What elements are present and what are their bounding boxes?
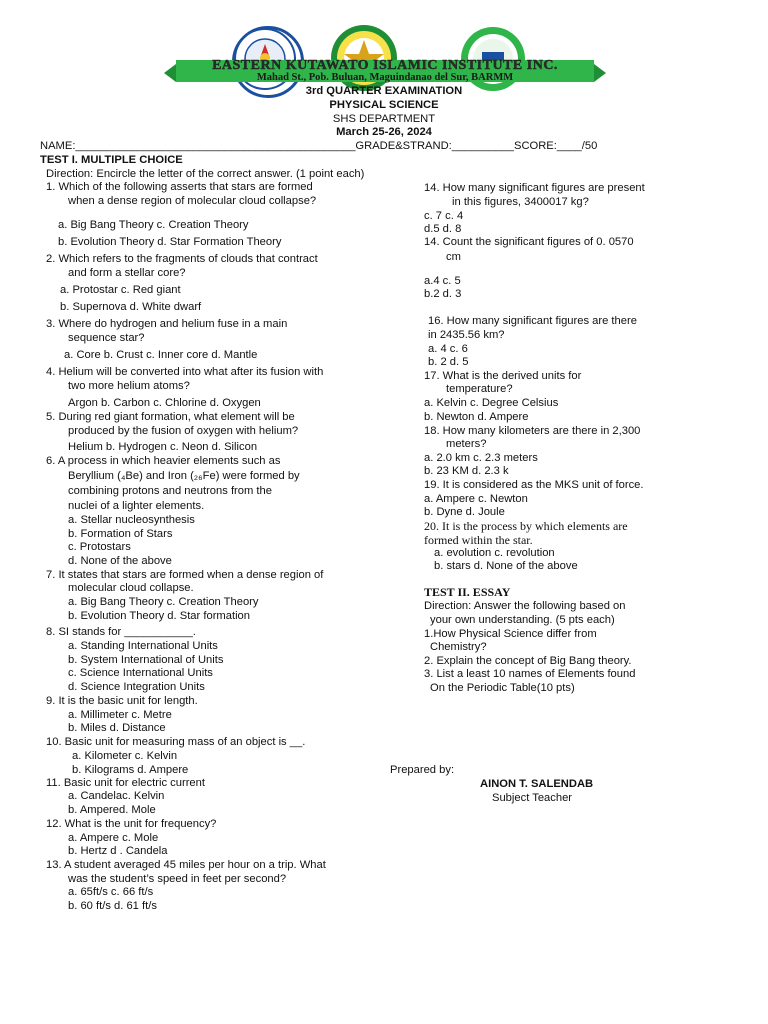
question-line: 14. Count the significant figures of 0. 0570 [424, 236, 634, 248]
choice-line: b. 23 KM d. 2.3 k [424, 465, 509, 477]
question-line: 19. It is considered as the MKS unit of force. [424, 479, 644, 491]
choice-line: d. Science Integration Units [68, 681, 205, 693]
question-line: 16. How many significant figures are there [428, 315, 637, 327]
question-line: and form a stellar core? [68, 267, 186, 279]
choice-line: b. Dyne d. Joule [424, 506, 505, 518]
question-line: 13. A student averaged 45 miles per hour on a trip. What [46, 859, 326, 871]
choice-line: a. Big Bang Theory c. Creation Theory [68, 596, 259, 608]
test1-title: TEST I. MULTIPLE CHOICE [40, 154, 183, 166]
choice-line: Helium b. Hydrogen c. Neon d. Silicon [68, 441, 258, 453]
school-address: Mahad St., Pob. Buluan, Maguindanao del Sur, BARMM [256, 72, 514, 83]
choice-line: b.2 d. 3 [424, 288, 462, 300]
choice-line: a. evolution c. revolution [434, 547, 555, 559]
choice-line: b. stars d. None of the above [434, 560, 578, 572]
question-line: 10. Basic unit for measuring mass of an object is __. [46, 736, 306, 748]
question-line: combining protons and neutrons from the [68, 485, 272, 497]
exam-date: March 25-26, 2024 [336, 126, 432, 138]
choice-line: a. Candelac. Kelvin [68, 790, 165, 802]
question-line: 11. Basic unit for electric current [46, 777, 205, 789]
question-line: 3. Where do hydrogen and helium fuse in a main [46, 318, 288, 330]
test2-line: 3. List a least 10 names of Elements found [424, 668, 636, 680]
teacher-name: AINON T. SALENDAB [480, 778, 594, 790]
question-line: cm [446, 251, 461, 263]
choice-line: a. Ampere c. Newton [424, 493, 528, 505]
choice-line: a. Standing International Units [68, 640, 218, 652]
choice-line: b. Evolution Theory d. Star Formation Theory [58, 236, 282, 248]
question-line: was the student’s speed in feet per second? [68, 873, 287, 885]
choice-line: b. Kilograms d. Ampere [72, 764, 189, 776]
choice-line: a. Protostar c. Red giant [60, 284, 181, 296]
school-header [176, 60, 594, 83]
choice-line: d.5 d. 8 [424, 223, 462, 235]
choice-line: a. 4 c. 6 [428, 343, 468, 355]
question-line: 4. Helium will be converted into what after its fusion with [46, 366, 324, 378]
subject-title: PHYSICAL SCIENCE [329, 99, 439, 111]
choice-line: a. Millimeter c. Metre [68, 709, 172, 721]
prepared-by-label: Prepared by: [390, 764, 455, 776]
question-line: sequence star? [68, 332, 145, 344]
question-line: 17. What is the derived units for [424, 370, 582, 382]
choice-line: b. Miles d. Distance [68, 722, 166, 734]
choice-line: b. Evolution Theory d. Star formation [68, 610, 250, 622]
question-line: 8. SI stands for ___________. [46, 626, 196, 638]
test2-line: On the Periodic Table(10 pts) [430, 682, 575, 694]
choice-line: a. Core b. Crust c. Inner core d. Mantle [64, 349, 258, 361]
banner-fold-left [164, 64, 176, 82]
question-line: in 2435.56 km? [428, 329, 505, 341]
question-line: 12. What is the unit for frequency? [46, 818, 217, 830]
choice-line: a. Big Bang Theory c. Creation Theory [58, 219, 249, 231]
question-line: 7. It states that stars are formed when a dense region of [46, 569, 324, 581]
info-line: NAME:_____________________________________________GRADE&STRAND:__________SCORE:____/50 [40, 140, 598, 152]
question-line: two more helium atoms? [68, 380, 190, 392]
choice-line: c. Science International Units [68, 667, 213, 679]
question-line: 1. Which of the following asserts that stars are formed [46, 181, 313, 193]
choice-line: b. Supernova d. White dwarf [60, 301, 202, 313]
choice-line: Argon b. Carbon c. Chlorine d. Oxygen [68, 397, 261, 409]
choice-line: b. System International of Units [68, 654, 224, 666]
test1-direction: Direction: Encircle the letter of the correct answer. (1 point each) [46, 168, 365, 180]
question-line: 6. A process in which heavier elements such as [46, 455, 281, 467]
exam-title: 3rd QUARTER EXAMINATION [305, 85, 463, 97]
choice-line: b. 60 ft/s d. 61 ft/s [68, 900, 157, 912]
choice-line: a. 65ft/s c. 66 ft/s [68, 886, 154, 898]
choice-line: b. Formation of Stars [68, 528, 173, 540]
choice-line: a. 2.0 km c. 2.3 meters [424, 452, 538, 464]
question-line: 2. Which refers to the fragments of clouds that contract [46, 253, 318, 265]
question-line: formed within the star. [424, 533, 533, 547]
question-line: nuclei of a lighter elements. [68, 500, 205, 512]
test2-line: Direction: Answer the following based on [424, 600, 626, 612]
choice-line: a. Kelvin c. Degree Celsius [424, 397, 559, 409]
choice-line: c. 7 c. 4 [424, 210, 464, 222]
question-line: Beryllium (₄Be) and Iron (₂₆Fe) were formed by [68, 470, 300, 482]
choice-line: d. None of the above [68, 555, 172, 567]
question-line: when a dense region of molecular cloud collapse? [68, 195, 317, 207]
question-line: 5. During red giant formation, what element will be [46, 411, 295, 423]
question-line: 18. How many kilometers are there in 2,300 [424, 425, 641, 437]
question-line: meters? [446, 438, 487, 450]
test2-line: 2. Explain the concept of Big Bang theory. [424, 655, 632, 667]
choice-line: a. Stellar nucleosynthesis [68, 514, 195, 526]
question-line: produced by the fusion of oxygen with helium? [68, 425, 299, 437]
teacher-title: Subject Teacher [492, 792, 573, 804]
banner-fold-right [594, 64, 606, 82]
choice-line: a. Ampere c. Mole [68, 832, 159, 844]
choice-line: c. Protostars [68, 541, 131, 553]
choice-line: a.4 c. 5 [424, 275, 461, 287]
department: SHS DEPARTMENT [332, 113, 436, 125]
test2-title: TEST II. ESSAY [424, 585, 511, 599]
test2-line: your own understanding. (5 pts each) [430, 614, 615, 626]
question-line: 20. It is the process by which elements are [424, 519, 628, 533]
question-line: temperature? [446, 383, 513, 395]
school-name: EASTERN KUTAWATO ISLAMIC INSTITUTE INC. [212, 58, 558, 73]
choice-line: b. Ampered. Mole [68, 804, 156, 816]
choice-line: b. Newton d. Ampere [424, 411, 529, 423]
question-line: 9. It is the basic unit for length. [46, 695, 198, 707]
choice-line: b. Hertz d . Candela [68, 845, 168, 857]
test2-line: 1.How Physical Science differ from [424, 628, 597, 640]
choice-line: a. Kilometer c. Kelvin [72, 750, 178, 762]
test2-line: Chemistry? [430, 641, 487, 653]
choice-line: b. 2 d. 5 [428, 356, 469, 368]
question-line: in this figures, 3400017 kg? [452, 196, 589, 208]
question-line: molecular cloud collapse. [68, 582, 194, 594]
question-line: 14. How many significant figures are present [424, 182, 645, 194]
